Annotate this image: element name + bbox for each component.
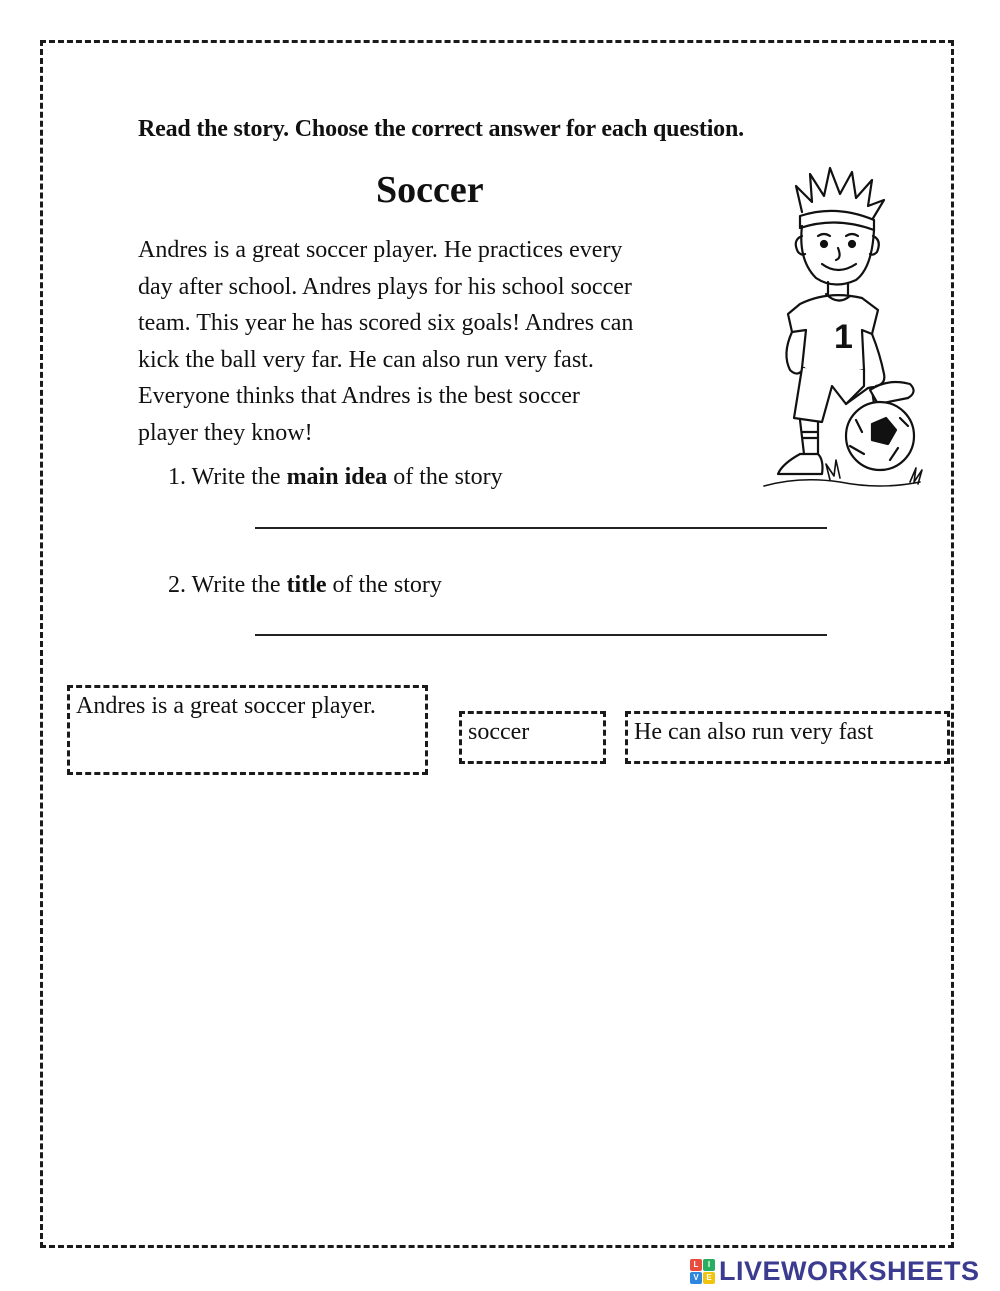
soccer-player-illustration: [760, 164, 925, 494]
answer-drop-zone-1[interactable]: [255, 527, 827, 529]
logo-wordmark: LIVEWORKSHEETS: [719, 1255, 980, 1286]
answer-option-soccer[interactable]: soccer: [459, 711, 606, 764]
logo-mark-letter: I: [703, 1259, 715, 1271]
question-1-prefix: 1. Write the: [168, 464, 287, 490]
instruction-text: Read the story. Choose the correct answer for each question.: [138, 116, 744, 142]
story-line: Everyone thinks that Andres is the best soccer: [138, 383, 580, 409]
logo-mark-icon: [690, 1259, 715, 1284]
question-1: [168, 464, 503, 491]
question-2-suffix: of the story: [326, 572, 442, 598]
logo-mark-letter: V: [690, 1272, 702, 1284]
answer-option-run-fast[interactable]: He can also run very fast: [625, 711, 950, 764]
story-line: Andres is a great soccer player. He practices every: [138, 237, 623, 263]
question-2-prefix: 2. Write the: [168, 572, 287, 598]
story-line: day after school. Andres plays for his school soccer: [138, 273, 632, 300]
story-line: player they know!: [138, 419, 313, 446]
question-2-keyword: title: [286, 572, 327, 598]
story-line: team. This year he has scored six goals! Andres can: [138, 310, 634, 336]
question-1-suffix: of the story: [387, 464, 503, 490]
story-line: kick the ball very far. He can also run very fast.: [138, 346, 594, 373]
liveworksheets-logo: [690, 1255, 980, 1287]
logo-mark-letter: L: [690, 1259, 702, 1271]
answer-drop-zone-2[interactable]: [255, 634, 827, 636]
answer-option-main-idea[interactable]: Andres is a great soccer player.: [67, 685, 428, 775]
story-text: [138, 232, 748, 451]
jersey-number: 1: [834, 318, 853, 356]
logo-mark-letter: E: [703, 1272, 715, 1284]
question-1-keyword: main idea: [286, 464, 388, 490]
question-2: [168, 572, 442, 599]
story-title: Soccer: [376, 169, 484, 211]
